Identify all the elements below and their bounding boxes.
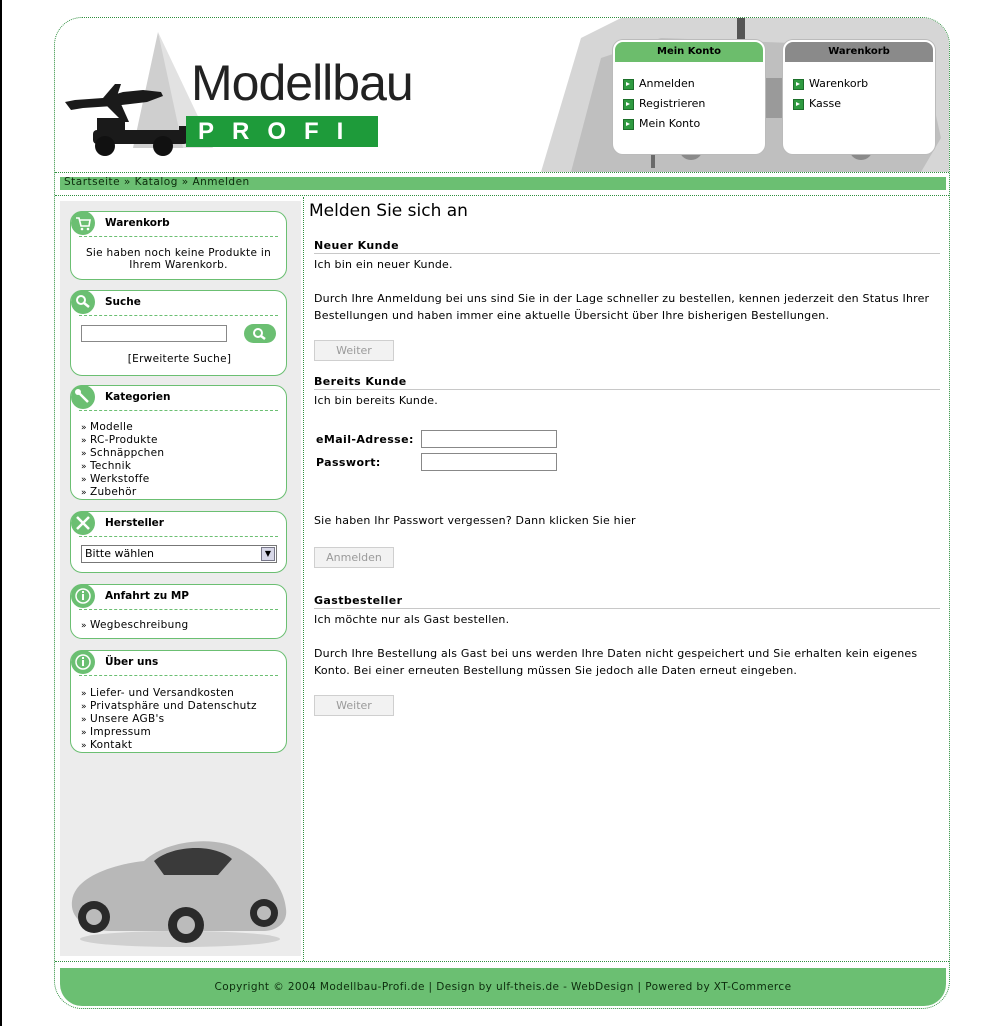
email-label: eMail-Adresse: bbox=[316, 433, 414, 446]
logo-subtitle: PROFI bbox=[186, 116, 378, 147]
account-box bbox=[613, 40, 765, 154]
sports-car-image bbox=[68, 831, 290, 949]
sidebar-about-title: Über uns bbox=[105, 656, 159, 668]
category-item[interactable]: » Zubehör bbox=[81, 486, 286, 499]
password-label: Passwort: bbox=[316, 456, 381, 469]
category-item[interactable]: » RC-Produkte bbox=[81, 434, 286, 447]
page-title: Melden Sie sich an bbox=[309, 201, 468, 221]
column-divider bbox=[303, 197, 304, 961]
arrow-icon bbox=[793, 99, 804, 110]
account-box-title: Mein Konto bbox=[615, 42, 763, 62]
directions-link[interactable]: » Wegbeschreibung bbox=[81, 619, 286, 632]
password-field[interactable] bbox=[421, 453, 557, 471]
breadcrumb[interactable]: Startseite » Katalog » Anmelden bbox=[64, 176, 250, 188]
new-customer-continue-button[interactable]: Weiter bbox=[314, 340, 394, 361]
info-icon bbox=[71, 584, 95, 608]
manufacturer-select-value: Bitte wählen bbox=[85, 547, 154, 560]
sidebar-manufacturer-box bbox=[70, 511, 287, 573]
arrow-icon bbox=[623, 79, 634, 90]
logo-title: Modellbau bbox=[191, 55, 413, 111]
sidebar-cart-box bbox=[70, 211, 287, 280]
account-link-login[interactable]: Anmelden bbox=[623, 74, 763, 94]
sidebar-manufacturer-title: Hersteller bbox=[105, 517, 164, 529]
sidebar bbox=[60, 201, 301, 956]
footer: Copyright © 2004 Modellbau-Profi.de | Design by ulf-theis.de - WebDesign | Powered by XT-Commerce bbox=[60, 968, 946, 1006]
existing-customer-text: Ich bin bereits Kunde. bbox=[314, 394, 438, 407]
divider bbox=[55, 961, 949, 962]
category-item[interactable]: » Schnäppchen bbox=[81, 447, 286, 460]
wrench-icon bbox=[71, 385, 95, 409]
email-field[interactable] bbox=[421, 430, 557, 448]
arrow-icon bbox=[793, 79, 804, 90]
info-icon bbox=[71, 650, 95, 674]
arrow-icon bbox=[623, 99, 634, 110]
sidebar-directions-title: Anfahrt zu MP bbox=[105, 590, 189, 602]
about-link[interactable]: » Kontakt bbox=[81, 739, 286, 752]
guest-description: Durch Ihre Bestellung als Gast bei uns werden Ihre Daten nicht gespeichert und Sie erhalten kein eigenes Konto. Bei einer erneuten Bestellung müssen Sie jedoch alle Daten erneut eingeben. bbox=[314, 647, 918, 677]
sidebar-directions-box bbox=[70, 584, 287, 639]
search-input[interactable] bbox=[81, 325, 227, 342]
about-link[interactable]: » Privatsphäre und Datenschutz bbox=[81, 700, 286, 713]
existing-customer-title: Bereits Kunde bbox=[314, 375, 940, 390]
window-edge bbox=[0, 0, 2, 1026]
magnifier-icon bbox=[71, 290, 95, 314]
tools-icon bbox=[71, 511, 95, 535]
about-link[interactable]: » Impressum bbox=[81, 726, 286, 739]
forgot-password-link[interactable]: Sie haben Ihr Passwort vergessen? Dann klicken Sie hier bbox=[314, 514, 636, 527]
guest-text: Ich möchte nur als Gast bestellen. bbox=[314, 613, 510, 626]
about-link[interactable]: » Liefer- und Versandkosten bbox=[81, 687, 286, 700]
cart-box bbox=[783, 40, 935, 154]
sidebar-search-title: Suche bbox=[105, 296, 141, 308]
new-customer-description: Durch Ihre Anmeldung bei uns sind Sie in der Lage schneller zu bestellen, kennen jederzeit den Status Ihrer Bestellungen und haben immer eine aktuelle Übersicht über Ihre bisherigen Bestellungen. bbox=[314, 292, 930, 322]
cart-box-title: Warenkorb bbox=[785, 42, 933, 62]
site-logo[interactable] bbox=[63, 30, 413, 160]
sidebar-categories-box bbox=[70, 385, 287, 500]
category-item[interactable]: » Technik bbox=[81, 460, 286, 473]
chevron-down-icon[interactable]: ▼ bbox=[261, 547, 275, 561]
sidebar-search-box bbox=[70, 290, 287, 376]
sidebar-about-box bbox=[70, 650, 287, 753]
account-link-my-account[interactable]: Mein Konto bbox=[623, 114, 763, 134]
cart-empty-text: Sie haben noch keine Produkte in Ihrem Warenkorb. bbox=[85, 247, 272, 271]
manufacturer-select[interactable] bbox=[81, 545, 277, 563]
divider bbox=[55, 195, 949, 196]
cart-link-checkout[interactable]: Kasse bbox=[793, 94, 933, 114]
about-link[interactable]: » Unsere AGB's bbox=[81, 713, 286, 726]
arrow-icon bbox=[623, 119, 634, 130]
sidebar-categories-title: Kategorien bbox=[105, 391, 171, 403]
login-button[interactable]: Anmelden bbox=[314, 547, 394, 568]
header bbox=[55, 18, 949, 172]
account-link-register[interactable]: Registrieren bbox=[623, 94, 763, 114]
search-button[interactable] bbox=[244, 324, 276, 343]
cart-link-cart[interactable]: Warenkorb bbox=[793, 74, 933, 94]
divider bbox=[55, 172, 949, 173]
advanced-search-link[interactable]: [Erweiterte Suche] bbox=[127, 353, 232, 365]
new-customer-text: Ich bin ein neuer Kunde. bbox=[314, 258, 453, 271]
category-item[interactable]: » Modelle bbox=[81, 421, 286, 434]
guest-title: Gastbesteller bbox=[314, 594, 940, 609]
guest-continue-button[interactable]: Weiter bbox=[314, 695, 394, 716]
search-icon bbox=[250, 327, 270, 341]
shopping-cart-icon bbox=[71, 211, 95, 235]
category-item[interactable]: » Werkstoffe bbox=[81, 473, 286, 486]
sidebar-cart-title: Warenkorb bbox=[105, 217, 170, 229]
new-customer-title: Neuer Kunde bbox=[314, 239, 940, 254]
